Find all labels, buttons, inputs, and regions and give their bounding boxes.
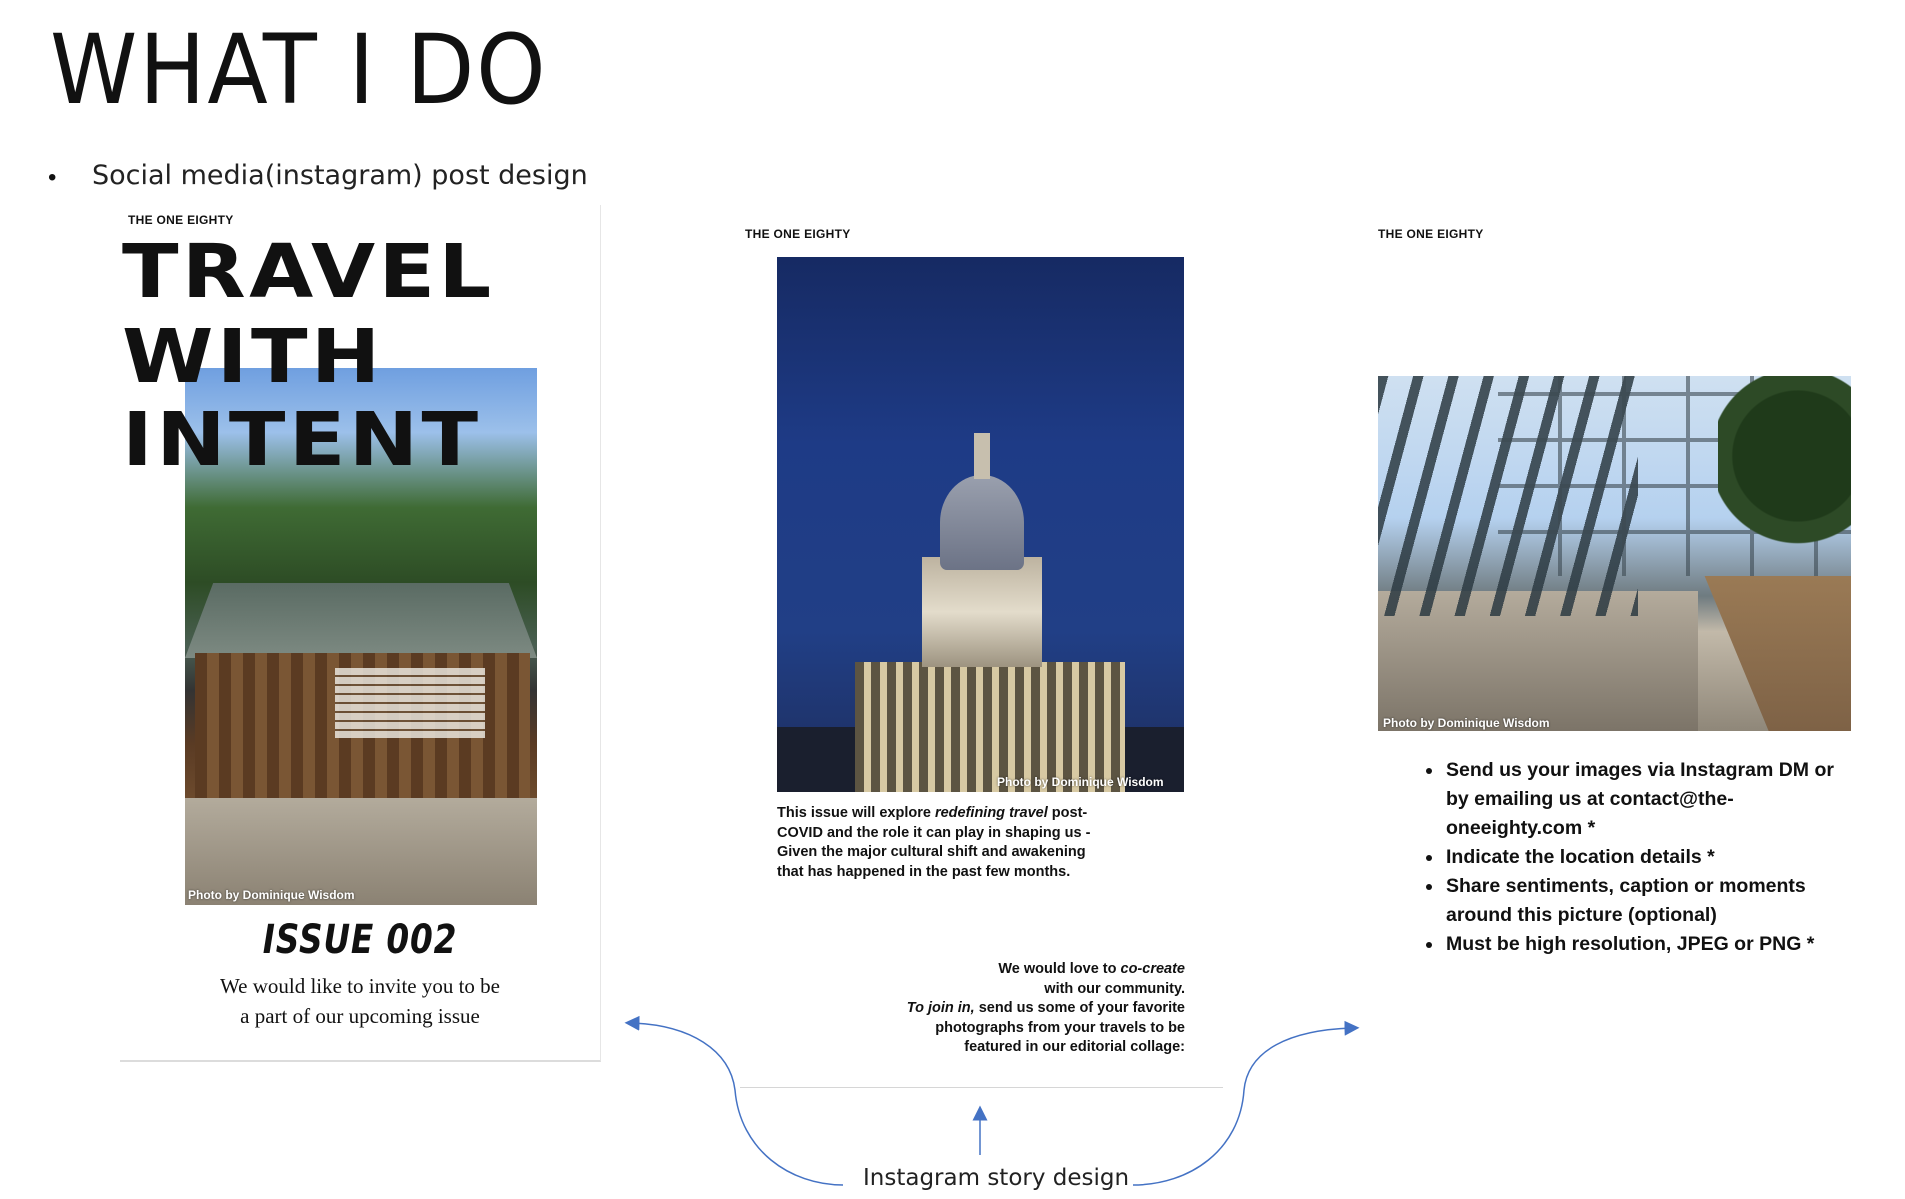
issue-number: ISSUE 002: [262, 917, 458, 963]
brand-label: THE ONE EIGHTY: [745, 227, 851, 241]
join-emphasis-2: To join in,: [906, 1000, 975, 1016]
description-text-2: post-COVID and the role it can play in shaping us -: [777, 805, 1091, 841]
invite-line-1: We would like to invite you to be: [219, 974, 500, 998]
guideline-item: • Indicate the location details *: [1444, 843, 1844, 872]
description-emphasis: redefining travel: [934, 805, 1048, 821]
description-text: This issue will explore: [777, 805, 935, 821]
arrow-right-curve: [1133, 1028, 1352, 1185]
headline-line-3: INTENT: [122, 397, 482, 483]
bullet-text: Social media(instagram) post design: [92, 160, 588, 191]
description-text-3: Given the major cultural shift and awakening that has happened in the past few months.: [777, 844, 1086, 880]
arrow-left-curve: [632, 1023, 843, 1185]
guideline-item: • Send us your images via Instagram DM or by emailing us at contact@the-oneeighty.com *: [1444, 756, 1844, 843]
bullet-marker: •: [48, 164, 57, 191]
photo-credit: Photo by Dominique Wisdom: [1383, 716, 1550, 730]
photo-credit: Photo by Dominique Wisdom: [997, 775, 1164, 789]
brand-label: THE ONE EIGHTY: [128, 213, 234, 227]
join-emphasis: co-create: [1120, 961, 1185, 977]
join-text-3: send us some of your favorite photographs from your travels to be featured in our editorial collage:: [935, 1000, 1185, 1055]
headline-line-1: TRAVEL: [122, 229, 495, 315]
guideline-item: • Share sentiments, caption or moments around this picture (optional): [1444, 872, 1844, 930]
page-title: WHAT I DO: [50, 14, 548, 126]
invite-line-2: a part of our upcoming issue: [240, 1004, 480, 1028]
join-text-2: with our community.: [1044, 980, 1185, 997]
caption-instagram-story: Instagram story design: [863, 1165, 1130, 1191]
photo-credit: Photo by Dominique Wisdom: [188, 888, 355, 902]
headline-line-2: WITH: [122, 314, 384, 400]
join-text: We would love to: [998, 961, 1121, 977]
guideline-item: • Must be high resolution, JPEG or PNG *: [1444, 930, 1844, 959]
brand-label: THE ONE EIGHTY: [1378, 227, 1484, 241]
